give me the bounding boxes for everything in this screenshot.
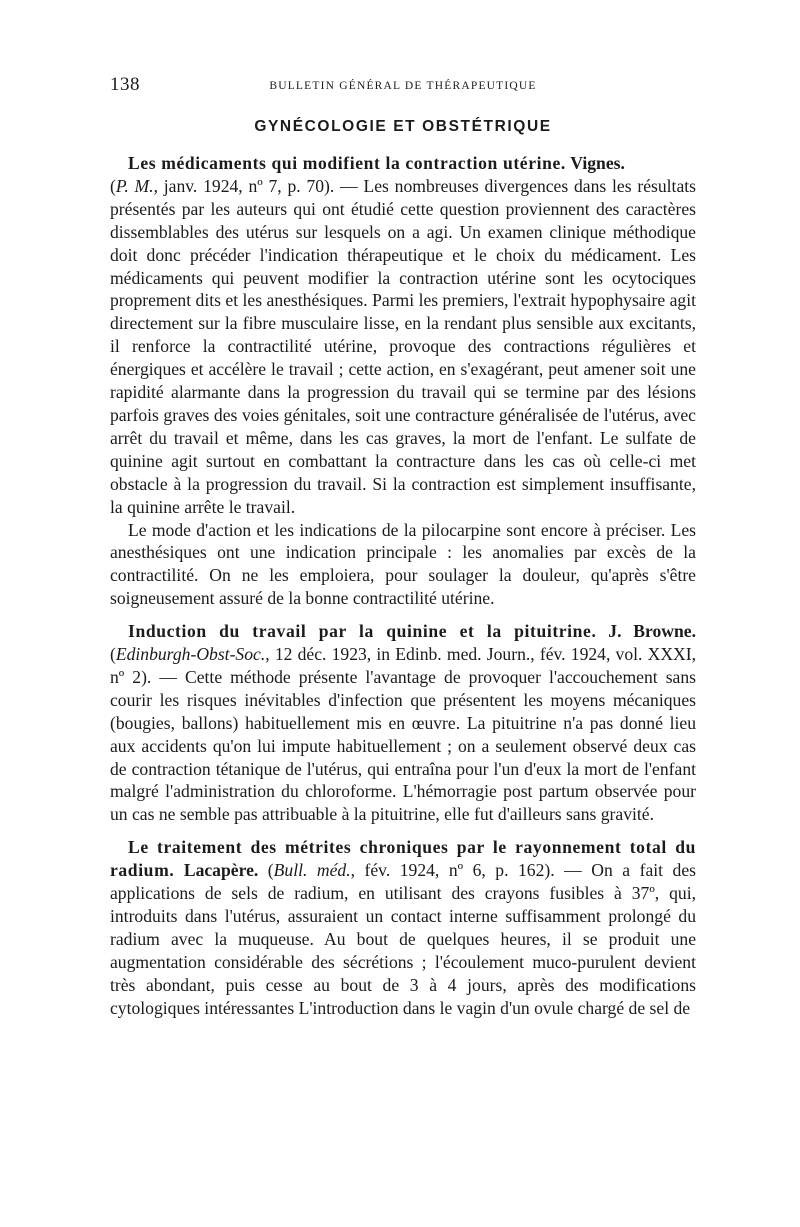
abstract-body: On a fait des applications de sels de radium, en utilisant des crayons fusibles à 37º, qui, introduits dans l'utérus, assuraient un contact interne suffisamment prolongé du radium avec la muqueuse. Au bout de quelques heures, il se produit une augmentation considérable des sécrétions ; l'écoulement muco-purulent devient très abondant, puis cesse au bout de 3 à 4 jours, après des modifications cytologiques intéressantes L'introduction dans le vagin d'un ovule chargé de sel de — [110, 860, 697, 1018]
abstract-source: Edinburgh-Obst-Soc. — [115, 644, 266, 665]
abstract-title: Le traitement des métrites chroniques par le rayonnement total du radium. — [110, 837, 696, 881]
abstract-paragraph: Le mode d'action et les indications de la pilocarpine sont encore à préciser. Les anesthésiques ont une indication principale : les anomalies par excès de la contractilité. On ne les emploiera, pour soulager la douleur, qu'après s'être soigneusement assuré de la bonne contractilité utérine. — [110, 519, 696, 609]
abstract-author: J. Browne. — [608, 621, 696, 642]
abstract-paragraph — [110, 836, 696, 1019]
abstract-paragraph — [110, 152, 696, 519]
journal-title: BULLETIN GÉNÉRAL DE THÉRAPEUTIQUE — [269, 80, 537, 92]
running-head — [110, 74, 696, 98]
abstract-body: Cette méthode présente l'avantage de provoquer l'accouchement sans courir les risques inévitables d'infection que présentent les moyens mécaniques (bougies, ballons) habituellement mis en œuvre. La pituitrine n'a pas donné lieu aux accidents qu'on lui impute habituellement ; on a seulement observé deux cas de contraction tétanique de l'utérus, qui entraîna pour l'un d'eux la mort de l'enfant malgré l'administration du chloroforme. L'hémorragie post partum observée pour un cas ne semble pas attribuable à la pituitrine, elle fut d'ailleurs sans gravité. — [110, 666, 696, 825]
citation-open: ( — [110, 175, 116, 196]
abstract-citation: , 12 déc. 1923, in Edinb. med. Journ., fév. 1924, vol. XXXI, nº 2). — — [110, 644, 696, 687]
text-column — [110, 152, 696, 1020]
abstract-citation: , janv. 1924, nº 7, p. 70). — — [153, 175, 364, 196]
citation-open: ( — [110, 644, 116, 665]
abstract-paragraph — [110, 620, 696, 826]
abstract-title: Les médicaments qui modifient la contraction utérine. — [128, 153, 566, 173]
section-title: GYNÉCOLOGIE ET OBSTÉTRIQUE — [254, 118, 552, 135]
abstract-source: Bull. méd. — [273, 860, 351, 881]
citation-open: ( — [267, 860, 274, 881]
abstract-author: Vignes. — [570, 153, 625, 173]
abstract-title: Induction du travail par la quinine et la pituitrine. — [128, 621, 597, 642]
page-number: 138 — [110, 74, 140, 95]
abstract-citation: , fév. 1924, nº 6, p. 162). — — [350, 860, 592, 881]
abstract-body: Les nombreuses divergences dans les résultats présentés par les auteurs qui ont étudié cette question proviennent des caractères dissemblables des utérus sur lesquels on a agi. Un examen clinique méthodique doit donc précéder l'indication thérapeutique et le choix du médicament. Les médicaments qui peuvent modifier la contraction utérine sont les ocytociques proprement dits et les anesthésiques. Parmi les premiers, l'extrait hypophysaire agit directement sur la fibre musculaire lisse, en la rendant plus sensible aux excitants, il renforce la contractilité utérine, provoque des contractions régulières et énergiques et accélère le travail ; cette action, en s'exagérant, peut amener soit une rapidité alarmante dans la progression du travail qui se termine par des lésions parfois graves des voies génitales, soit une contracture généralisée de l'utérus, avec arrêt du travail et même, dans les cas graves, la mort de l'enfant. Le sulfate de quinine agit surtout en combattant la contracture dans les cas où celle-ci met obstacle à la progression du travail. Si la contraction est simplement insuffisante, la quinine arrête le travail. — [110, 175, 696, 517]
abstract-author: Lacapère. — [183, 860, 259, 881]
abstract-source: P. M. — [115, 175, 154, 196]
